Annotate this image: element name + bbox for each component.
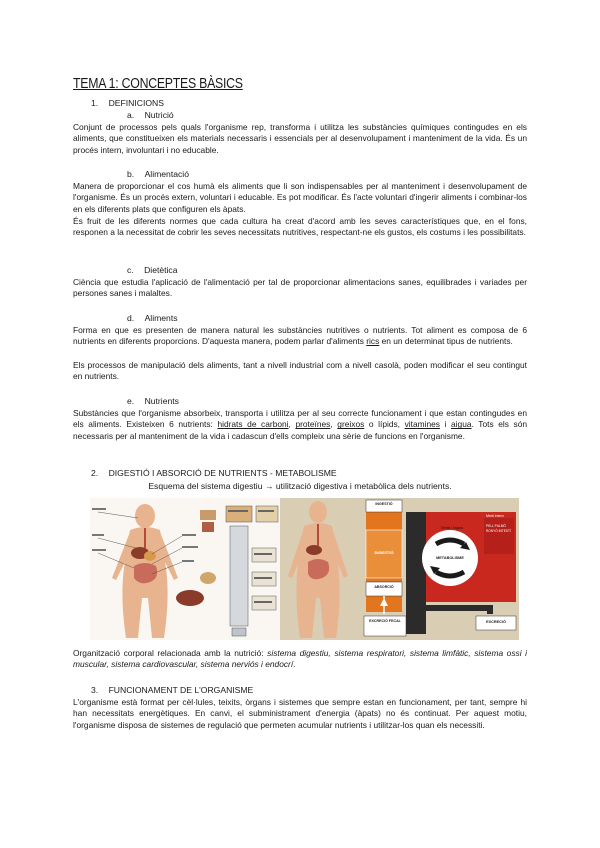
nutrient-term: proteïnes [295, 419, 331, 430]
subsection-title: Nutrició [144, 110, 174, 120]
metabolism-figure [280, 498, 519, 640]
subsection-title: Aliments [144, 313, 178, 323]
alimentacio-paragraph-2: És fruit de les diferents normes que cada cultura ha creat d'acord amb les seves característiques que, en el fons, responen a la necessitat de cobrir les seves necessitats nutritives, respectant-ne els gustos, els costums i les possibilitats. [73, 216, 527, 238]
nutrients-text: o lípids, [368, 419, 401, 430]
organitzacio-paragraph [73, 648, 527, 671]
subsection-label: d. [127, 313, 135, 323]
organitzacio-systems: sistema digestiu, sistema respiratori, sistema limfàtic, sistema ossi i muscular, sistema cardiovascular, sistema nerviós i endocrí [73, 648, 527, 670]
dietetica-paragraph: Ciència que estudia l'aplicació de l'alimentació per tal de proporcionar alimentacions sanes, equilibrades i variades per persones sanes i malaltes. [73, 277, 527, 299]
nutrient-term: vitamines [404, 419, 440, 430]
subsection-label: a. [127, 110, 135, 120]
subsection-title: Dietètica [144, 265, 178, 275]
fig-label-medi-intern: Medi intern [486, 514, 504, 518]
fig-label-digestio: DIGESTIÓ [374, 550, 394, 555]
funcionament-paragraph: L'organisme està format per cèl·lules, teixits, òrgans i sistemes que sempre estan en funcionament, per tant, sempre hi han necessitats energètiques. En canvi, el subministrament d'energia (àpats) no és continuat. Per aquest motiu, l'organisme disposa de sistemes de regulació que permeten acumular nutrients i utilitzar-los quan els necessiti. [73, 697, 527, 730]
fig-label-metabolisme: METABOLISME [436, 556, 464, 560]
subsection-label: e. [127, 396, 135, 406]
section-number: 2. [91, 468, 99, 478]
aliments-underlined-term: rics [366, 336, 380, 347]
page-title: TEMA 1: CONCEPTES BÀSICS [73, 75, 243, 92]
subsection-c-heading [127, 265, 178, 275]
nutrients-text: Substàncies que l'organisme absorbeix, transporta i utilitza per al seu correcte funcionament i que estan contingudes en els aliments. Existeixen 6 nutrients: [73, 408, 527, 430]
section-3-heading [91, 685, 253, 695]
fig-label-absorcio: ABSORCIÓ [374, 585, 394, 589]
aliments-text: Forma en que es presenten de manera natural les substàncies nutritives o nutrients. Tot aliment es composa de 6 nutrients en diferents proporcions. D'aquesta manera, podem parlar d'aliments [73, 325, 527, 347]
fig-label-excrecio: EXCRECIÓ [486, 620, 506, 624]
nutrient-term: greixos [337, 419, 365, 430]
section-1-heading [91, 98, 164, 108]
subsection-e-heading [127, 396, 179, 406]
aliments-text: en un determinat tipus de nutrients. [381, 336, 513, 347]
aliments-paragraph-2: Els processos de manipulació dels aliments, tant a nivell industrial com a nivell casolà, poden modificar el seu contingut en nutrients. [73, 360, 527, 382]
section-number: 1. [91, 98, 99, 108]
organitzacio-text: Organització corporal relacionada amb la nutrició: [73, 648, 264, 658]
section-title: DIGESTIÓ I ABSORCIÓ DE NUTRIENTS - METABOLISME [108, 468, 337, 478]
digestive-system-illustration [90, 498, 280, 640]
nutrients-paragraph: Substàncies que l'organisme absorbeix, transporta i utilitza per al seu correcte funcionament i que estan contingudes en els aliments. Existeixen 6 nutrients: hidrats de carboni, proteïnes, greixos o lípids, vitamines i aigua. Tots els són necessaris per al manteniment de la vida i cadascun d'ells compleix una sèrie de funcions en l'organisme. [73, 408, 528, 441]
figure-caption: Esquema del sistema digestiu → utilització digestiva i metabòlica dels nutrients. [148, 481, 452, 491]
nutrient-term: aigua [451, 419, 472, 430]
fig-label-ingestio: INGESTIÓ [375, 502, 393, 506]
section-2-heading [91, 468, 337, 478]
organitzacio-text: . [293, 659, 296, 670]
subsection-d-heading [127, 313, 178, 323]
subsection-label: c. [127, 265, 134, 275]
subsection-a-heading [127, 110, 174, 120]
section-title: FUNCIONAMENT DE L'ORGANISME [108, 685, 254, 695]
section-number: 3. [91, 685, 99, 695]
nutrient-term: hidrats de carboni [217, 419, 289, 430]
subsection-b-heading [127, 169, 189, 179]
aliments-paragraph-1 [73, 325, 527, 348]
subsection-label: b. [127, 169, 135, 179]
fig-label-side-organs: PELL PULMÓ RONYÓ INTESTÍ [486, 524, 511, 533]
subsection-title: Nutrients [144, 396, 179, 406]
subsection-title: Alimentació [144, 169, 189, 179]
section-title: DEFINICIONS [108, 98, 164, 108]
nutricio-paragraph: Conjunt de processos pels quals l'organisme rep, transforma i utilitza les substàncies químiques contingudes en els aliments, que constitueixen els materials necessaris i essencials per al desenvolupament i manteniment de la vida. És un procés intern, involuntari i no educable. [73, 122, 527, 155]
fig-label-excrecio-fecal: EXCRECIÓ FECAL [369, 619, 401, 623]
digestive-system-figure [90, 498, 280, 640]
alimentacio-paragraph-1: Manera de proporcionar el cos humà els aliments que li son indispensables per al manteniment i desenvolupament de l'organisme. És un procés extern, voluntari i educable. Es pot modificar. És l'acte voluntari d'ingerir aliments i combinar-los en els diferents plats que configuren els àpats. [73, 181, 527, 214]
fig-label-teixits: Teixits i òrgans [440, 526, 464, 530]
nutrients-text: . Tots els són necessaris per al manteniment de la vida i cadascun d'ells compleix una sèrie de funcions en l'organisme. [73, 419, 528, 441]
